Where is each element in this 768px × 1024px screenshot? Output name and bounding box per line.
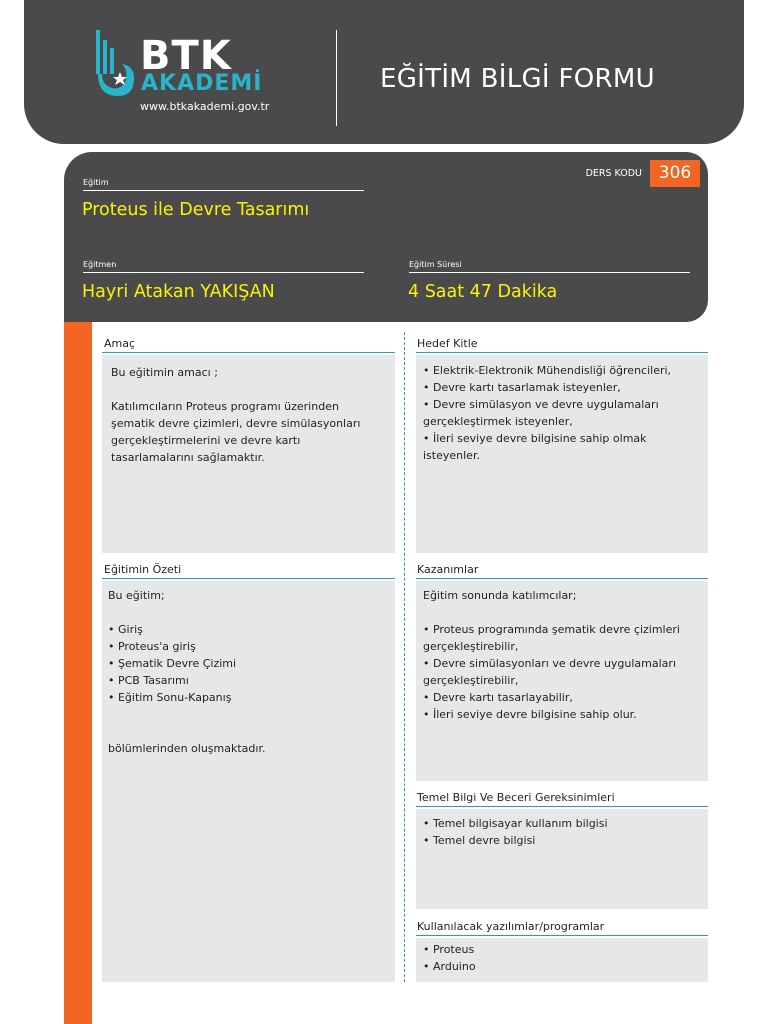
logo-akademi-text: AKADEMİ — [141, 71, 263, 96]
ozet-underline — [102, 578, 395, 579]
list-item: • Eğitim Sonu-Kapanış — [108, 691, 232, 704]
yazilim-box — [416, 938, 708, 982]
hedef-box — [416, 355, 708, 553]
list-item: • Arduino — [423, 960, 476, 973]
kazanimlar-intro: Eğitim sonunda katılımcılar; — [423, 589, 577, 602]
kazanimlar-underline — [416, 578, 708, 579]
column-divider — [404, 332, 405, 982]
logo-btk-text: BTK — [140, 33, 232, 79]
course-underline — [83, 190, 364, 191]
course-code-label: DERS KODU — [585, 168, 642, 179]
list-item: • PCB Tasarımı — [108, 674, 189, 687]
temel-box — [416, 809, 708, 909]
list-item: • İleri seviye devre bilgisine sahip olur. — [423, 708, 637, 721]
list-item: • İleri seviye devre bilgisine sahip olmak isteyenler. — [423, 432, 647, 462]
btk-logo-icon — [94, 30, 136, 100]
header-divider — [336, 30, 337, 126]
list-item: • Şematik Devre Çizimi — [108, 657, 237, 670]
list-item: • Proteus programında şematik devre çizimleri gerçekleştirebilir, — [423, 623, 680, 653]
list-item: • Devre simülasyon ve devre uygulamaları gerçekleştirmek isteyenler, — [423, 398, 659, 428]
website-url[interactable]: www.btkakademi.gov.tr — [140, 100, 270, 113]
page-header — [24, 0, 744, 144]
list-item: • Proteus — [423, 943, 475, 956]
list-item: • Devre kartı tasarlamak isteyenler, — [423, 381, 621, 394]
course-info-panel — [64, 152, 708, 322]
ozet-box — [102, 581, 395, 982]
form-title: EĞİTİM BİLGİ FORMU — [380, 64, 655, 94]
orange-side-bar — [64, 322, 92, 1024]
amac-title: Amaç — [104, 337, 136, 350]
amac-intro: Bu eğitimin amacı ; — [111, 366, 218, 379]
yazilim-underline — [416, 935, 708, 936]
list-item: • Temel bilgisayar kullanım bilgisi — [423, 817, 608, 830]
duration-label: Eğitim Süresi — [409, 260, 462, 269]
course-code-badge: 306 — [650, 160, 700, 187]
instructor-underline — [83, 272, 364, 273]
hedef-underline — [416, 352, 708, 353]
ozet-intro: Bu eğitim; — [108, 589, 165, 602]
yazilim-title: Kullanılacak yazılımlar/programlar — [417, 920, 605, 933]
list-item: • Proteus'a giriş — [108, 640, 196, 653]
list-item: • Devre kartı tasarlayabilir, — [423, 691, 573, 704]
list-item: • Temel devre bilgisi — [423, 834, 536, 847]
list-item: • Elektrik-Elektronik Mühendisliği öğrencileri, — [423, 364, 672, 377]
temel-title: Temel Bilgi Ve Beceri Gereksinimleri — [417, 791, 615, 804]
instructor-label: Eğitmen — [83, 260, 117, 269]
ozet-title: Eğitimin Özeti — [104, 563, 182, 576]
duration-value: 4 Saat 47 Dakika — [408, 282, 558, 302]
duration-underline — [409, 272, 690, 273]
course-name: Proteus ile Devre Tasarımı — [82, 200, 310, 220]
kazanimlar-box — [416, 581, 708, 781]
amac-underline — [102, 352, 395, 353]
ozet-outro: bölümlerinden oluşmaktadır. — [108, 742, 266, 755]
amac-body: Katılımcıların Proteus programı üzerinden şematik devre çizimleri, devre simülasyonları gerçekleştirmelerini ve devre kartı tasarlamalarını sağlamaktır. — [111, 400, 361, 464]
list-item: • Giriş — [108, 623, 143, 636]
instructor-name: Hayri Atakan YAKIŞAN — [82, 282, 275, 302]
course-label: Eğitim — [83, 178, 109, 187]
amac-box — [102, 355, 395, 553]
list-item: • Devre simülasyonları ve devre uygulamaları gerçekleştirebilir, — [423, 657, 677, 687]
kazanimlar-title: Kazanımlar — [417, 563, 479, 576]
temel-underline — [416, 806, 708, 807]
hedef-title: Hedef Kitle — [417, 337, 478, 350]
